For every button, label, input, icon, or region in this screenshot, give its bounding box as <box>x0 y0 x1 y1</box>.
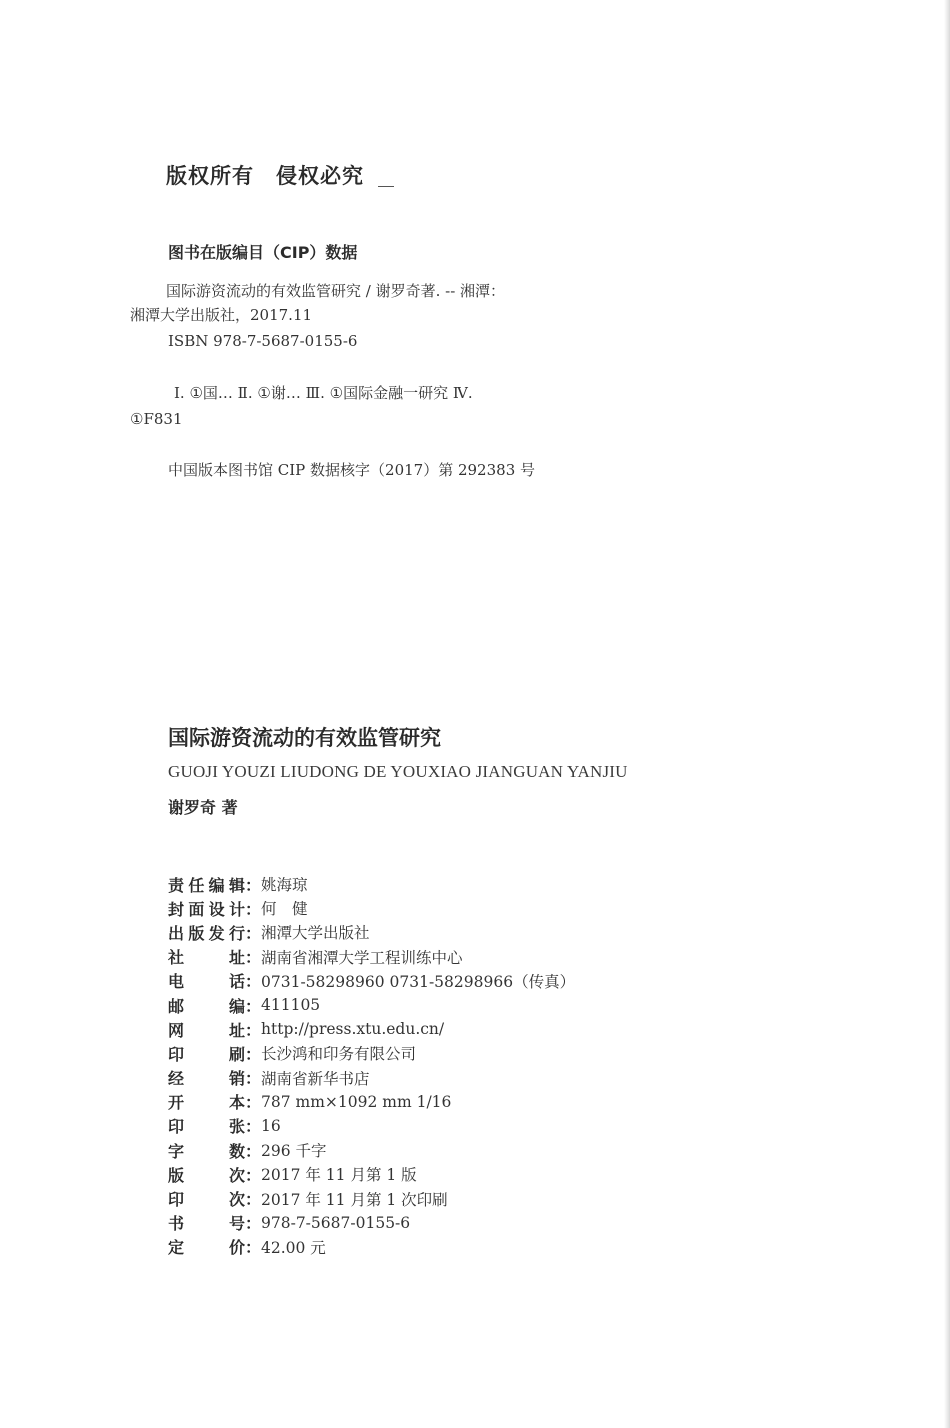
imprint-label: 经 销： <box>168 1069 261 1089</box>
imprint-label: 印 刷： <box>168 1044 261 1064</box>
imprint-value: 16 <box>261 1116 281 1135</box>
imprint-row <box>168 920 575 944</box>
imprint-value: 何 健 <box>261 900 308 919</box>
imprint-label: 网 址： <box>168 1020 261 1040</box>
imprint-row <box>168 1186 575 1210</box>
cip-heading: 图书在版编目（CIP）数据 <box>168 243 358 262</box>
imprint-label: 字 数： <box>168 1141 261 1161</box>
imprint-row <box>168 1066 575 1090</box>
copyright-underline <box>378 186 394 187</box>
imprint-row <box>168 1162 575 1186</box>
imprint-value: 姚海琼 <box>261 876 308 895</box>
imprint-row <box>168 969 575 993</box>
imprint-value: 湘潭大学出版社 <box>261 924 370 943</box>
imprint-label: 出 版 发 行： <box>168 923 261 943</box>
book-title: 国际游资流动的有效监管研究 <box>168 725 441 750</box>
imprint-value: 2017 年 11 月第 1 版 <box>261 1166 417 1185</box>
page-edge-shadow <box>944 0 950 1428</box>
imprint-value: 长沙鸿和印务有限公司 <box>261 1045 417 1064</box>
imprint-label: 邮 编： <box>168 996 261 1016</box>
cip-record-number: 中国版本图书馆 CIP 数据核字（2017）第 292383 号 <box>168 461 536 479</box>
imprint-label: 责 任 编 辑： <box>168 875 261 895</box>
imprint-list <box>168 872 575 1259</box>
imprint-value: 0731-58298960 0731-58298966（传真） <box>261 972 576 991</box>
imprint-row <box>168 1235 575 1259</box>
imprint-row <box>168 993 575 1017</box>
imprint-label: 社 址： <box>168 948 261 968</box>
cip-classification-code: ①F831 <box>130 410 183 428</box>
imprint-row <box>168 1090 575 1114</box>
imprint-label: 书 号： <box>168 1214 261 1234</box>
imprint-label: 版 次： <box>168 1165 261 1185</box>
imprint-row <box>168 945 575 969</box>
imprint-row <box>168 896 575 920</box>
cip-classification-line: Ⅰ. ①国… Ⅱ. ①谢… Ⅲ. ①国际金融一研究 Ⅳ. <box>174 384 473 402</box>
imprint-value: 787 mm×1092 mm 1/16 <box>261 1092 452 1111</box>
book-pinyin-title: GUOJI YOUZI LIUDONG DE YOUXIAO JIANGUAN YANJIU <box>168 762 628 781</box>
imprint-label: 印 张： <box>168 1117 261 1137</box>
cip-line-2: 湘潭大学出版社，2017.11 <box>130 306 313 324</box>
cip-isbn-line: ISBN 978-7-5687-0155-6 <box>168 332 358 350</box>
imprint-value: 42.00 元 <box>261 1238 326 1257</box>
imprint-value: 978-7-5687-0155-6 <box>261 1213 411 1232</box>
copyright-notice: 版权所有 侵权必究 <box>166 164 364 188</box>
imprint-row <box>168 872 575 896</box>
book-author: 谢罗奇 著 <box>168 798 238 817</box>
imprint-row <box>168 1138 575 1162</box>
imprint-value: 2017 年 11 月第 1 次印刷 <box>261 1190 448 1209</box>
imprint-row <box>168 1017 575 1041</box>
imprint-value: 296 千字 <box>261 1142 327 1161</box>
imprint-label: 封 面 设 计： <box>168 899 261 919</box>
imprint-label: 开 本： <box>168 1093 261 1113</box>
imprint-label: 电 话： <box>168 972 261 992</box>
imprint-value: 湖南省新华书店 <box>261 1069 370 1088</box>
imprint-value: 411105 <box>261 996 321 1015</box>
imprint-row <box>168 1041 575 1065</box>
imprint-row <box>168 1211 575 1235</box>
imprint-label: 定 价： <box>168 1238 261 1258</box>
imprint-value: http://press.xtu.edu.cn/ <box>261 1020 445 1039</box>
cip-line-1: 国际游资流动的有效监管研究 / 谢罗奇著. -- 湘潭： <box>166 282 506 300</box>
imprint-value: 湖南省湘潭大学工程训练中心 <box>261 948 463 967</box>
imprint-row <box>168 1114 575 1138</box>
imprint-label: 印 次： <box>168 1190 261 1210</box>
